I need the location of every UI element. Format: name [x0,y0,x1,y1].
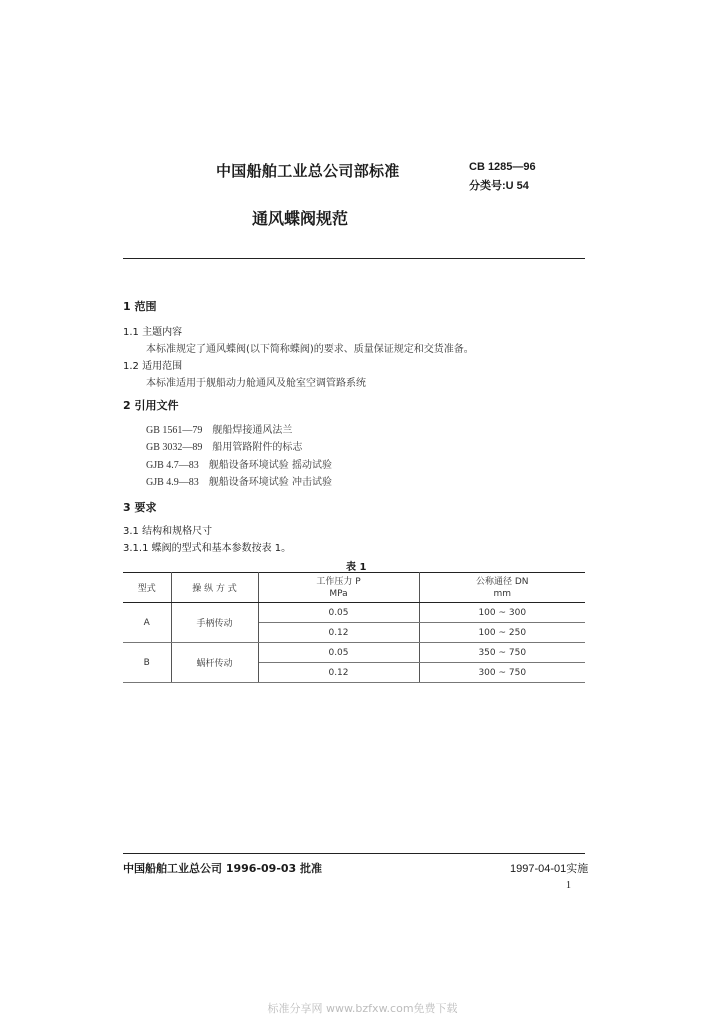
effective-date: 1997-04-01实施 [510,863,589,875]
reference-item [146,456,332,471]
cell-pressure: 0.05 [258,603,419,623]
section-1-2-heading: 1.2 适用范围 [123,361,183,372]
header-pressure-label: 工作压力 P [316,576,361,587]
section-1-heading: 1 范围 [123,300,157,313]
section-1-1-heading: 1.1 主题内容 [123,327,183,338]
cell-pressure: 0.12 [258,623,419,643]
document-title: 通风蝶阀规范 [252,209,349,228]
classification-code: 分类号:U 54 [469,180,529,192]
cell-type: B [123,643,171,683]
reference-title: 船用管路附件的标志 [212,442,303,453]
header-diameter-label: 公称通径 DN [475,576,529,587]
section-1-1-text: 本标准规定了通风蝶阀(以下简称蝶阀)的要求、质量保证规定和交货准备。 [146,344,474,355]
reference-item [146,421,292,436]
section-3-1-1-text: 3.1.1 蝶阀的型式和基本参数按表 1。 [123,543,292,554]
header-type: 型式 [123,573,171,603]
cell-diameter: 100 ~ 250 [419,623,585,643]
header-diameter [419,573,585,603]
reference-code: GB 1561—79 [146,425,203,436]
cell-pressure: 0.05 [258,643,419,663]
cell-diameter: 300 ~ 750 [419,663,585,683]
reference-title: 舰船焊接通风法兰 [212,425,293,436]
spec-table [123,572,585,683]
header-pressure [258,573,419,603]
organization-title: 中国船舶工业总公司部标准 [216,162,400,180]
table-header-row [123,573,585,603]
table-caption: 表 1 [346,562,367,573]
section-1-2-text: 本标准适用于舰船动力舱通风及舱室空调管路系统 [146,378,366,389]
reference-code: GJB 4.9—83 [146,477,199,488]
reference-code: GJB 4.7—83 [146,460,199,471]
standard-code: CB 1285—96 [469,161,536,173]
section-3-1-heading: 3.1 结构和规格尺寸 [123,526,213,537]
cell-operation: 手柄传动 [171,603,258,643]
cell-diameter: 100 ~ 300 [419,603,585,623]
table-row [123,603,585,623]
reference-title: 舰船设备环境试验 冲击试验 [208,477,332,488]
section-3-heading: 3 要求 [123,501,157,514]
reference-code: GB 3032—89 [146,442,203,453]
header-diameter-unit: mm [493,588,512,599]
header-operation: 操 纵 方 式 [171,573,258,603]
cell-diameter: 350 ~ 750 [419,643,585,663]
approval-line: 中国船舶工业总公司 1996-09-03 批准 [123,862,323,875]
watermark-text: 标准分享网 www.bzfxw.com免费下载 [267,1002,458,1015]
footer-rule [123,853,585,854]
header-pressure-unit: MPa [329,588,348,599]
page-number: 1 [566,880,571,891]
cell-type: A [123,603,171,643]
header-rule [123,258,585,259]
cell-operation: 蜗杆传动 [171,643,258,683]
table-row [123,643,585,663]
cell-pressure: 0.12 [258,663,419,683]
reference-item [146,473,332,488]
reference-title: 舰船设备环境试验 摇动试验 [208,460,332,471]
section-2-heading: 2 引用文件 [123,399,179,412]
reference-item [146,438,302,453]
